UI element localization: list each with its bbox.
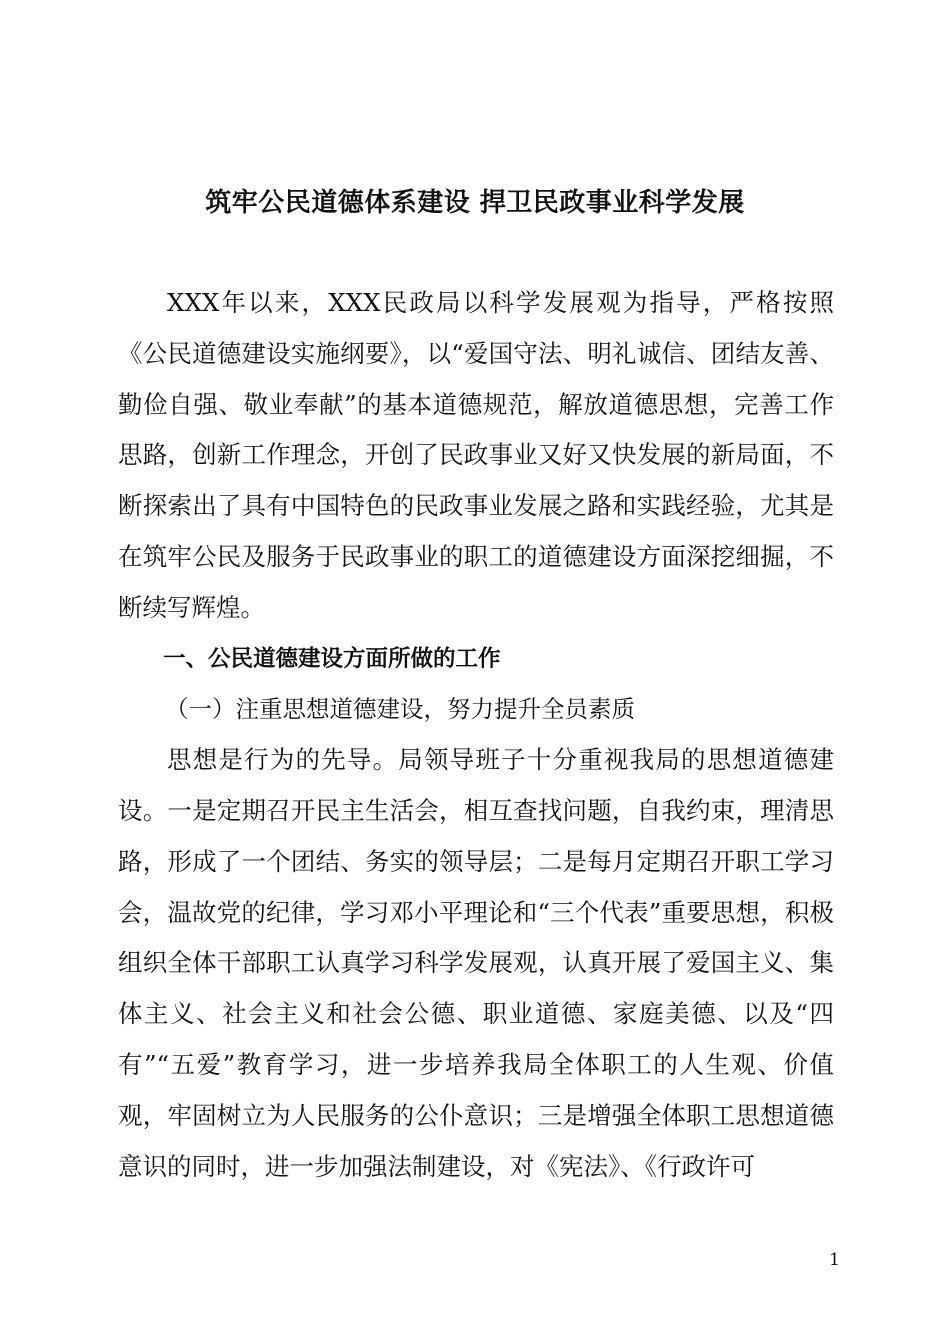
body-paragraph: 思想是行为的先导。局领导班子十分重视我局的思想道德建设。一是定期召开民主生活会，相互查找问题，自我约束，理清思路，形成了一个团结、务实的领导层；二是每月定期召开职工学习会，温故党的纪律，学习邓小平理论和“三个代表”重要思想，积极组织全体干部职工认真学习科学发展观，认真开展了爱国主义、集体主义、社会主义和社会公德、职业道德、家庭美德、以及“四有”“五爱”教育学习，进一步培养我局全体职工的人生观、价值观，牢固树立为人民服务的公仆意识；三是增强全体职工思想道德意识的同时，进一步加强法制建设，对《宪法》、《行政许可 xyxy=(118,745,834,1181)
intro-paragraph: XXX年以来，XXX民政局以科学发展观为指导，严格按照《公民道德建设实施纲要》，以“爱国守法、明礼诚信、团结友善、勤俭自强、敬业奉献”的基本道德规范，解放道德思想，完善工作思路，创新工作理念，开创了民政事业又好又快发展的新局面，不断探索出了具有中国特色的民政事业发展之路和实践经验，尤其是在筑牢公民及服务于民政事业的职工的道德建设方面深挖细掘，不断续写辉煌。 xyxy=(118,288,834,622)
subsection-heading: （一）注重思想道德建设，努力提升全员素质 xyxy=(165,695,635,724)
section-heading: 一、公民道德建设方面所做的工作 xyxy=(163,645,501,672)
page-number: 1 xyxy=(829,1250,840,1270)
document-title: 筑牢公民道德体系建设 捍卫民政事业科学发展 xyxy=(205,188,745,218)
document-body xyxy=(118,278,834,1192)
